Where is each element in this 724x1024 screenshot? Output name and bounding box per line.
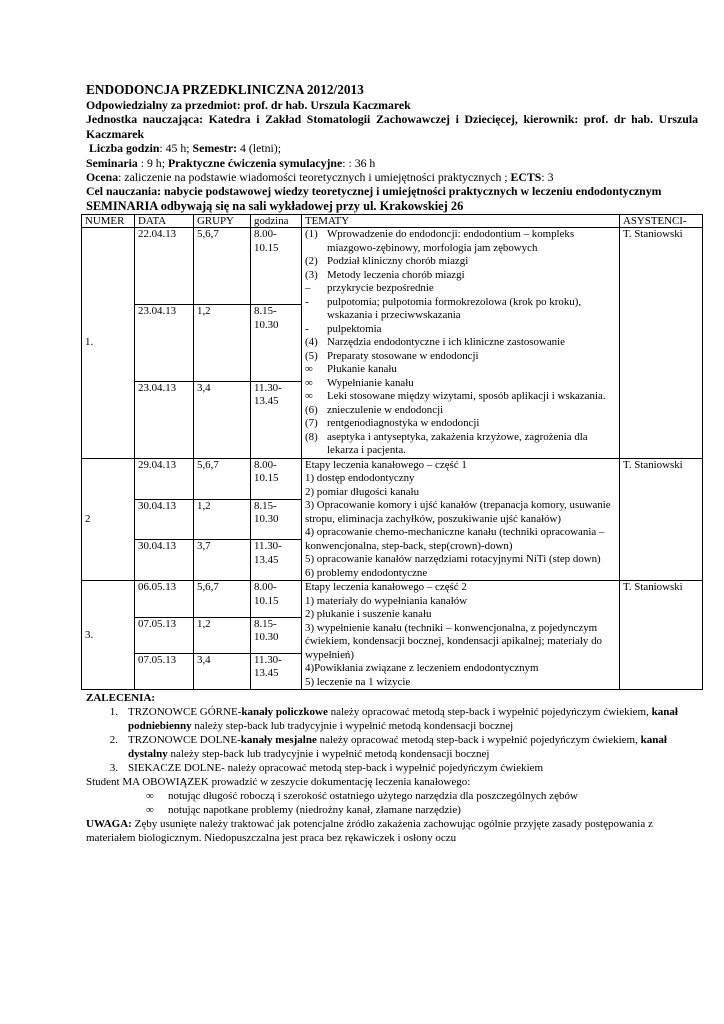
ects-label: ECTS xyxy=(510,170,542,185)
teaching-unit: Jednostka nauczająca: Katedra i Zakład Stomatologii Zachowawczej i Dziecięcej, kierownik: prof. dr hab. Urszula Kaczmarek xyxy=(86,112,698,141)
row-topics xyxy=(302,228,620,459)
topic-text: rentgenodiagnostyka w endodoncji xyxy=(327,417,480,430)
student-obligation: Student MA OBOWIĄZEK prowadzić w zeszycie dokumentację leczenia kanałowego: xyxy=(86,776,471,789)
header-groups: GRUPY xyxy=(194,215,251,228)
seminars-place: SEMINARIA odbywają się na sali wykładowej przy ul. Krakowskiej 26 xyxy=(86,198,464,213)
row-assistant: T. Staniowski xyxy=(620,458,703,581)
header-number: NUMER xyxy=(82,215,135,228)
ects-value: : 3 xyxy=(541,170,554,185)
topic-marker: (5) xyxy=(305,349,318,362)
topic-line: 5) opracowanie kanałów narzędziami rotacyjnymi NiTi (step down) xyxy=(305,553,601,566)
topic-marker: (8) xyxy=(305,430,318,443)
row-number: 1. xyxy=(82,228,135,459)
row-topics xyxy=(302,458,620,581)
topic-line: 4)Powikłania związane z leczeniem endodontycznym xyxy=(305,662,539,675)
topic-text: znieczulenie w endodoncji xyxy=(327,403,444,416)
bullet-marker: ∞ xyxy=(146,790,154,803)
header-assistants: ASYSTENCI- xyxy=(620,215,703,228)
topic-item xyxy=(305,377,616,391)
table-row xyxy=(82,581,703,617)
topic-item xyxy=(305,255,616,269)
recommendation-bold: kanały mesjalne xyxy=(240,734,317,747)
session-date: 07.05.13 xyxy=(135,617,194,653)
session-groups: 1,2 xyxy=(194,305,251,382)
table-row xyxy=(82,228,703,305)
topic-marker: (3) xyxy=(305,268,318,281)
schedule-table xyxy=(81,214,703,690)
hours-value: : 45 h; xyxy=(159,141,193,156)
session-hours: 8.00- 10.15 xyxy=(251,458,302,499)
recommendation-part: należy step-back lub tradycyjnie i wypełnić metodą kondensacji bocznej xyxy=(167,748,490,761)
warning xyxy=(86,817,698,845)
topic-item xyxy=(305,390,616,404)
session-hours: 8.15- 10.30 xyxy=(251,617,302,653)
obligation-bullets xyxy=(86,789,698,817)
warning-label: UWAGA: xyxy=(86,818,132,831)
teaching-goal: Cel nauczania: nabycie podstawowej wiedzy teoretycznej i umiejętności praktycznych w leczeniu endodontycznym xyxy=(86,184,662,199)
topic-text: Preparaty stosowane w endodoncji xyxy=(327,349,479,362)
session-hours: 11.30- 13.45 xyxy=(251,381,302,458)
topic-item xyxy=(305,323,616,337)
obligation-text: notując długość roboczą i szerokość ostatniego użytego narzędzia dla poszczególnych zębów xyxy=(168,790,578,803)
header-hours: godzina xyxy=(251,215,302,228)
seminars-line xyxy=(86,156,698,170)
session-groups: 1,2 xyxy=(194,499,251,540)
session-groups: 5,6,7 xyxy=(194,458,251,499)
hours-label: Liczba godzin xyxy=(88,141,160,156)
recommendation-part: TRZONOWCE DOLNE- xyxy=(128,734,241,747)
session-hours: 8.00- 10.15 xyxy=(251,581,302,617)
obligation-item xyxy=(86,789,698,803)
topic-line: 2) płukanie i suszenie kanału xyxy=(305,608,432,621)
warning-text: Zęby usunięte należy traktować jak potencjalne źródło zakażenia zachowując ogólnie przyjęte zasady postępowania z materiałem biologicznym. Niedopuszczalna jest praca bez rękawiczek i osłony oczu xyxy=(86,818,653,845)
row-topics xyxy=(302,581,620,690)
session-groups: 3,4 xyxy=(194,381,251,458)
session-hours: 11.30- 13.45 xyxy=(251,653,302,689)
topic-text: Podział kliniczny chorób miazgi xyxy=(327,255,469,268)
session-groups: 3,7 xyxy=(194,540,251,581)
recommendation-text xyxy=(128,761,698,775)
topic-text: przykrycie bezpośrednie xyxy=(327,282,434,295)
topic-line: 1) materiały do wypełniania kanałów xyxy=(305,594,468,607)
grade-value: : zaliczenie na podstawie wiadomości teoretycznych i umiejętności praktycznych ; xyxy=(118,170,511,185)
session-groups: 1,2 xyxy=(194,617,251,653)
session-date: 30.04.13 xyxy=(135,499,194,540)
topic-text: pulpotomia; pulpotomia formokrezolowa (krok po kroku), wskazania i przeciwwskazania xyxy=(327,295,582,322)
recommendation-number: 1. xyxy=(109,706,118,719)
recommendation-part: należy opracować metodą step-back i wypełnić pojedyńczym ćwiekiem, xyxy=(316,734,641,747)
topic-text: Płukanie kanału xyxy=(327,363,397,376)
recommendations xyxy=(86,691,698,845)
topic-line: 1) dostęp endodontyczny xyxy=(305,472,415,485)
bullet-marker: ∞ xyxy=(146,804,154,817)
grade-line xyxy=(86,170,698,184)
topic-marker: (2) xyxy=(305,255,318,268)
session-groups: 3,4 xyxy=(194,653,251,689)
recommendation-part: należy opracować metodą step-back i wypełnić pojedyńczym ćwiekiem, xyxy=(327,706,652,719)
topic-item xyxy=(305,417,616,431)
topic-line: 3) Opracowanie komory i ujść kanałów (trepanacja komory, usuwanie stropu, eliminacja zachyłków, poszukiwanie ujść kanałów) xyxy=(305,499,611,525)
table-header-row xyxy=(82,215,703,228)
seminars-value: : 9 h; xyxy=(137,155,168,170)
topic-marker: - xyxy=(305,295,309,308)
practice-value: : : 36 h xyxy=(342,155,376,170)
topic-line: Etapy leczenia kanałowego – część 1 xyxy=(305,458,467,471)
obligation-text: notując napotkane problemy (niedrożny kanał, złamane narzędzie) xyxy=(168,804,461,817)
topic-line: 2) pomiar długości kanału xyxy=(305,485,420,498)
session-date: 22.04.13 xyxy=(135,228,194,305)
hours-line xyxy=(86,141,698,155)
topic-text: Wprowadzenie do endodoncji: endodontium – kompleks miazgowo-zębinowy, morfologia jam zębowych xyxy=(327,228,575,254)
recommendation-item xyxy=(86,705,698,733)
obligation-item xyxy=(86,803,698,817)
topic-marker: ∞ xyxy=(305,363,313,376)
topic-text: Leki stosowane między wizytami, sposób aplikacji i wskazania. xyxy=(327,390,606,403)
session-hours: 8.15- 10.30 xyxy=(251,305,302,382)
session-groups: 5,6,7 xyxy=(194,228,251,305)
session-date: 07.05.13 xyxy=(135,653,194,689)
topic-item xyxy=(305,363,616,377)
topic-marker: - xyxy=(305,322,309,335)
topic-item xyxy=(305,296,616,323)
topic-item xyxy=(305,269,616,283)
recommendation-item xyxy=(86,761,698,775)
topic-marker: (4) xyxy=(305,336,318,349)
session-date: 30.04.13 xyxy=(135,540,194,581)
topic-marker: ∞ xyxy=(305,390,313,403)
topic-line: 5) leczenie na 1 wizycie xyxy=(305,675,411,688)
seminars-label: Seminaria xyxy=(86,155,138,170)
topic-line: 3) wypełnienie kanału (techniki – konwencjonalna, z pojedynczym ćwiekiem, kondensacji bocznej, kondensacji apikalnej; materiały do wypełnień) xyxy=(305,621,602,661)
semester-value: 4 (letni); xyxy=(237,141,281,156)
recommendation-text xyxy=(128,705,698,733)
table-row xyxy=(82,458,703,499)
topic-marker: (6) xyxy=(305,403,318,416)
recommendation-item xyxy=(86,733,698,761)
recommendations-list xyxy=(86,705,698,775)
header-date: DATA xyxy=(135,215,194,228)
document-title: ENDODONCJA PRZEDKLINICZNA 2012/2013 xyxy=(86,82,364,97)
recommendation-text xyxy=(128,733,698,761)
recommendations-title: ZALECENIA: xyxy=(86,692,156,705)
topic-line: 4) opracowanie chemo-mechaniczne kanału (techniki opracowania – konwencjonalna, step-back, step(crown)-down) xyxy=(305,526,605,552)
topic-marker: ∞ xyxy=(305,376,313,389)
recommendation-number: 2. xyxy=(109,734,118,747)
topic-marker: (7) xyxy=(305,417,318,430)
semester-label: Semestr: xyxy=(192,141,238,156)
topic-marker: – xyxy=(305,282,311,295)
recommendation-number: 3. xyxy=(109,762,118,775)
session-date: 23.04.13 xyxy=(135,381,194,458)
topic-text: Narzędzia endodontyczne i ich kliniczne zastosowanie xyxy=(327,336,565,349)
recommendation-bold: kanał dystalny xyxy=(128,734,667,761)
recommendation-part: należy step-back lub tradycyjnie i wypełnić metodą kondensacji bocznej xyxy=(191,720,514,733)
topic-marker: (1) xyxy=(305,228,318,241)
topic-text: Metody leczenia chorób miazgi xyxy=(327,268,465,281)
responsible-person: Odpowiedzialny za przedmiot: prof. dr hab. Urszula Kaczmarek xyxy=(86,98,411,112)
topic-item xyxy=(305,336,616,350)
session-date: 29.04.13 xyxy=(135,458,194,499)
topic-text: Wypełnianie kanału xyxy=(327,376,414,389)
row-assistant: T. Staniowski xyxy=(620,228,703,459)
session-hours: 8.15- 10.30 xyxy=(251,499,302,540)
practice-label: Praktyczne ćwiczenia symulacyjne xyxy=(167,155,343,170)
topic-item xyxy=(305,228,616,255)
topic-item xyxy=(305,431,616,458)
recommendation-part: TRZONOWCE GÓRNE- xyxy=(128,706,242,719)
topic-text: aseptyka i antyseptyka, zakażenia krzyżowe, zagrożenia dla lekarza i pacjenta. xyxy=(327,430,588,457)
session-date: 06.05.13 xyxy=(135,581,194,617)
session-groups: 5,6,7 xyxy=(194,581,251,617)
row-number: 2 xyxy=(82,458,135,581)
recommendation-bold: kanały policzkowe xyxy=(241,706,328,719)
topic-line: Etapy leczenia kanałowego – część 2 xyxy=(305,581,467,594)
topic-item xyxy=(305,282,616,296)
session-date: 23.04.13 xyxy=(135,305,194,382)
row-assistant: T. Staniowski xyxy=(620,581,703,690)
recommendation-part: SIEKACZE DOLNE- należy opracować metodą step-back i wypełnić pojedyńczym ćwiekiem xyxy=(128,762,544,775)
topic-item xyxy=(305,350,616,364)
document xyxy=(86,82,698,845)
row-number: 3. xyxy=(82,581,135,690)
session-hours: 8.00- 10.15 xyxy=(251,228,302,305)
header-topics: TEMATY xyxy=(302,215,620,228)
topic-text: pulpektomia xyxy=(327,322,382,335)
recommendation-bold: kanał podniebienny xyxy=(128,706,678,733)
grade-label: Ocena xyxy=(86,170,119,185)
session-hours: 11.30- 13.45 xyxy=(251,540,302,581)
topic-line: 6) problemy endodontyczne xyxy=(305,566,428,579)
topic-item xyxy=(305,404,616,418)
